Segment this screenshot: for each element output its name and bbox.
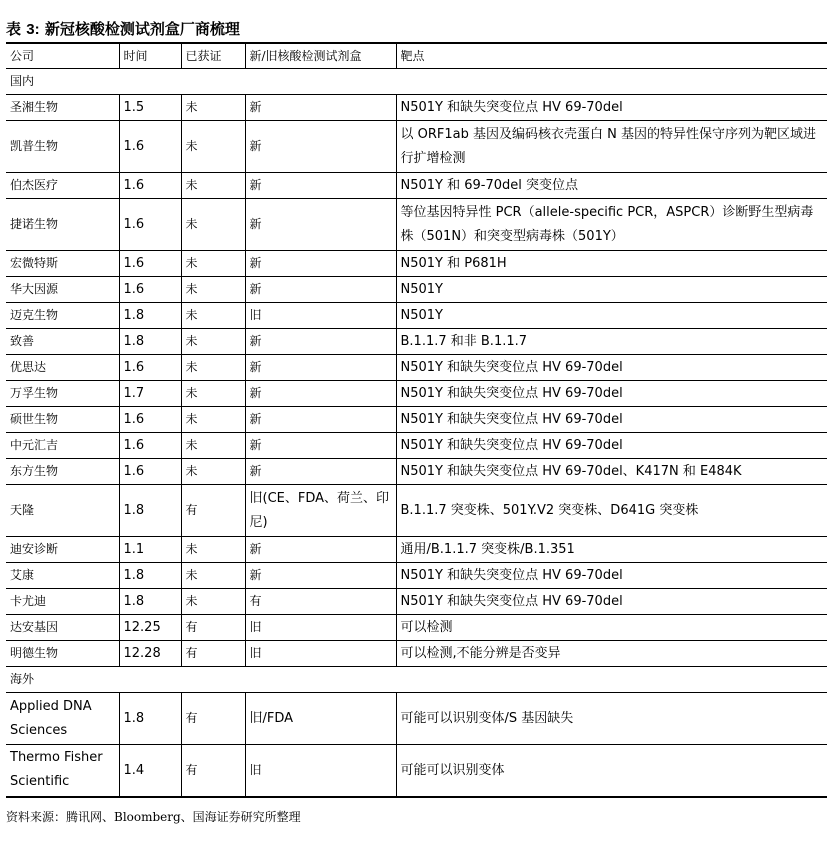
target-cell: N501Y 和缺失突变位点 HV 69-70del xyxy=(396,589,827,615)
certified-cell: 有 xyxy=(181,615,245,641)
header-row xyxy=(6,43,827,69)
kit-type-cell: 旧 xyxy=(245,615,396,641)
target-cell: N501Y 和缺失突变位点 HV 69-70del xyxy=(396,433,827,459)
company-cell: 天隆 xyxy=(6,485,119,537)
table-row xyxy=(6,95,827,121)
certified-cell: 未 xyxy=(181,303,245,329)
certified-cell: 未 xyxy=(181,459,245,485)
company-cell: 迪安诊断 xyxy=(6,537,119,563)
target-cell: N501Y 和缺失突变位点 HV 69-70del xyxy=(396,563,827,589)
company-cell: 卡尤迪 xyxy=(6,589,119,615)
company-cell: 明德生物 xyxy=(6,641,119,667)
kit-type-cell: 新 xyxy=(245,277,396,303)
certified-cell: 未 xyxy=(181,95,245,121)
table-row xyxy=(6,485,827,537)
kit-type-cell: 新 xyxy=(245,173,396,199)
date-cell: 1.8 xyxy=(119,485,181,537)
column-header: 时间 xyxy=(119,43,181,69)
date-cell: 1.5 xyxy=(119,95,181,121)
company-cell: 捷诺生物 xyxy=(6,199,119,251)
kit-vendors-table xyxy=(6,42,827,798)
certified-cell: 未 xyxy=(181,121,245,173)
table-title xyxy=(6,18,240,39)
date-cell: 1.8 xyxy=(119,589,181,615)
target-cell: N501Y xyxy=(396,303,827,329)
target-cell: 可以检测 xyxy=(396,615,827,641)
target-cell: N501Y 和缺失突变位点 HV 69-70del xyxy=(396,95,827,121)
target-cell: 可能可以识别变体/S 基因缺失 xyxy=(396,693,827,745)
table-row xyxy=(6,355,827,381)
date-cell: 1.8 xyxy=(119,303,181,329)
target-cell: N501Y 和缺失突变位点 HV 69-70del xyxy=(396,355,827,381)
kit-type-cell: 旧 xyxy=(245,641,396,667)
kit-type-cell: 新 xyxy=(245,433,396,459)
certified-cell: 未 xyxy=(181,251,245,277)
company-cell: 凯普生物 xyxy=(6,121,119,173)
date-cell: 1.6 xyxy=(119,459,181,485)
kit-type-cell: 新 xyxy=(245,355,396,381)
kit-type-cell: 新 xyxy=(245,95,396,121)
company-cell: 东方生物 xyxy=(6,459,119,485)
table-row xyxy=(6,537,827,563)
kit-type-cell: 旧/FDA xyxy=(245,693,396,745)
kit-type-cell: 新 xyxy=(245,121,396,173)
date-cell: 1.6 xyxy=(119,355,181,381)
kit-type-cell: 新 xyxy=(245,381,396,407)
certified-cell: 未 xyxy=(181,407,245,433)
target-cell: 可以检测,不能分辨是否变异 xyxy=(396,641,827,667)
target-cell: 通用/B.1.1.7 突变株/B.1.351 xyxy=(396,537,827,563)
kit-type-cell: 旧 xyxy=(245,303,396,329)
table-title-prefix: 表 xyxy=(6,20,27,38)
column-header: 已获证 xyxy=(181,43,245,69)
date-cell: 1.4 xyxy=(119,745,181,797)
section-row xyxy=(6,667,827,693)
company-cell: 华大因源 xyxy=(6,277,119,303)
certified-cell: 未 xyxy=(181,277,245,303)
date-cell: 1.6 xyxy=(119,277,181,303)
table-row xyxy=(6,459,827,485)
kit-type-cell: 新 xyxy=(245,563,396,589)
certified-cell: 有 xyxy=(181,485,245,537)
table-title-text: 新冠核酸检测试剂盒厂商梳理 xyxy=(44,20,240,38)
certified-cell: 有 xyxy=(181,693,245,745)
table-row xyxy=(6,199,827,251)
date-cell: 1.6 xyxy=(119,251,181,277)
company-cell: 艾康 xyxy=(6,563,119,589)
date-cell: 1.8 xyxy=(119,329,181,355)
source-note: 资料来源：腾讯网、Bloomberg、国海证券研究所整理 xyxy=(6,810,301,824)
company-cell: 圣湘生物 xyxy=(6,95,119,121)
certified-cell: 未 xyxy=(181,381,245,407)
company-cell: 硕世生物 xyxy=(6,407,119,433)
target-cell: 以 ORF1ab 基因及编码核衣壳蛋白 N 基因的特异性保守序列为靶区域进行扩增检测 xyxy=(396,121,827,173)
date-cell: 1.8 xyxy=(119,563,181,589)
table-row xyxy=(6,277,827,303)
target-cell: N501Y 和缺失突变位点 HV 69-70del xyxy=(396,381,827,407)
company-cell: 致善 xyxy=(6,329,119,355)
date-cell: 12.28 xyxy=(119,641,181,667)
date-cell: 1.6 xyxy=(119,199,181,251)
kit-type-cell: 新 xyxy=(245,329,396,355)
column-header: 新/旧核酸检测试剂盒 xyxy=(245,43,396,69)
kit-type-cell: 旧(CE、FDA、荷兰、印尼) xyxy=(245,485,396,537)
company-cell: 伯杰医疗 xyxy=(6,173,119,199)
table-row xyxy=(6,433,827,459)
date-cell: 1.1 xyxy=(119,537,181,563)
table-row xyxy=(6,381,827,407)
column-header: 公司 xyxy=(6,43,119,69)
kit-type-cell: 新 xyxy=(245,407,396,433)
kit-type-cell: 新 xyxy=(245,199,396,251)
table-row xyxy=(6,563,827,589)
section-label: 国内 xyxy=(6,69,827,95)
company-cell: 达安基因 xyxy=(6,615,119,641)
section-label: 海外 xyxy=(6,667,827,693)
table-row xyxy=(6,251,827,277)
table-row xyxy=(6,121,827,173)
company-cell: Applied DNA Sciences xyxy=(6,693,119,745)
target-cell: 等位基因特异性 PCR（allele-specific PCR，ASPCR）诊断野生型病毒株（501N）和突变型病毒株（501Y） xyxy=(396,199,827,251)
certified-cell: 未 xyxy=(181,589,245,615)
table-row xyxy=(6,693,827,745)
table-row xyxy=(6,745,827,797)
table-row xyxy=(6,303,827,329)
certified-cell: 未 xyxy=(181,537,245,563)
target-cell: N501Y 和缺失突变位点 HV 69-70del、K417N 和 E484K xyxy=(396,459,827,485)
kit-type-cell: 有 xyxy=(245,589,396,615)
company-cell: 迈克生物 xyxy=(6,303,119,329)
company-cell: 宏微特斯 xyxy=(6,251,119,277)
kit-type-cell: 新 xyxy=(245,459,396,485)
kit-type-cell: 新 xyxy=(245,251,396,277)
certified-cell: 未 xyxy=(181,355,245,381)
target-cell: N501Y 和缺失突变位点 HV 69-70del xyxy=(396,407,827,433)
certified-cell: 未 xyxy=(181,563,245,589)
table-title-number: 3: xyxy=(26,21,40,38)
table-row xyxy=(6,407,827,433)
company-cell: 万孚生物 xyxy=(6,381,119,407)
table-row xyxy=(6,641,827,667)
target-cell: B.1.1.7 突变株、501Y.V2 突变株、D641G 突变株 xyxy=(396,485,827,537)
target-cell: B.1.1.7 和非 B.1.1.7 xyxy=(396,329,827,355)
date-cell: 1.6 xyxy=(119,121,181,173)
certified-cell: 未 xyxy=(181,329,245,355)
target-cell: N501Y 和 P681H xyxy=(396,251,827,277)
date-cell: 1.6 xyxy=(119,433,181,459)
target-cell: N501Y 和 69-70del 突变位点 xyxy=(396,173,827,199)
target-cell: 可能可以识别变体 xyxy=(396,745,827,797)
table-row xyxy=(6,173,827,199)
section-row xyxy=(6,69,827,95)
date-cell: 1.6 xyxy=(119,407,181,433)
kit-type-cell: 旧 xyxy=(245,745,396,797)
certified-cell: 未 xyxy=(181,433,245,459)
company-cell: 优思达 xyxy=(6,355,119,381)
company-cell: Thermo Fisher Scientific xyxy=(6,745,119,797)
company-cell: 中元汇吉 xyxy=(6,433,119,459)
date-cell: 12.25 xyxy=(119,615,181,641)
date-cell: 1.7 xyxy=(119,381,181,407)
certified-cell: 未 xyxy=(181,199,245,251)
table-row xyxy=(6,589,827,615)
certified-cell: 未 xyxy=(181,173,245,199)
column-header: 靶点 xyxy=(396,43,827,69)
kit-type-cell: 新 xyxy=(245,537,396,563)
certified-cell: 有 xyxy=(181,641,245,667)
certified-cell: 有 xyxy=(181,745,245,797)
table-row xyxy=(6,329,827,355)
target-cell: N501Y xyxy=(396,277,827,303)
date-cell: 1.8 xyxy=(119,693,181,745)
table-row xyxy=(6,615,827,641)
date-cell: 1.6 xyxy=(119,173,181,199)
